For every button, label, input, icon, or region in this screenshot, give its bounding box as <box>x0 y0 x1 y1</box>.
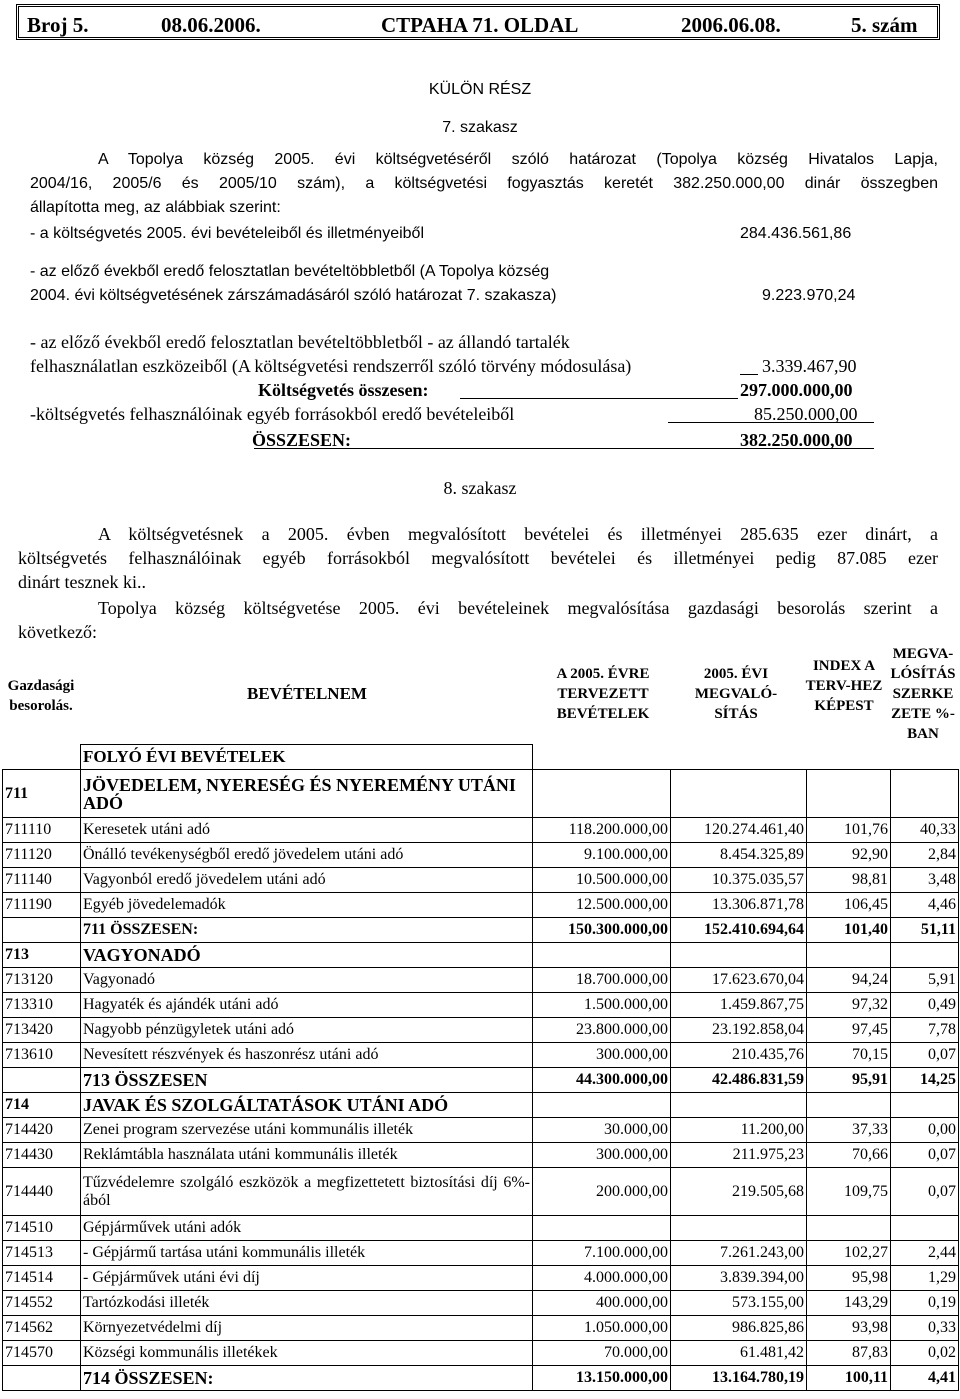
table-row: 711140 Vagyonból eredő jövedelem utáni adó 10.500.000,00 10.375.035,57 98,81 3,48 <box>3 868 959 893</box>
table-row: 714562 Környezetvédelmi díj 1.050.000,00 986.825,86 93,98 0,33 <box>3 1316 959 1341</box>
table-row: 711 JÖVEDELEM, NYERESÉG ÉS NYEREMÉNY UTÁNI ADÓ <box>3 770 959 818</box>
s7-total-underline <box>460 398 738 399</box>
revenue-rows <box>2 744 959 1391</box>
s7-total-value: 297.000.000,00 <box>740 380 853 400</box>
s7-other-value: 85.250.000,00 <box>754 404 858 424</box>
table-row: 714510 Gépjárművek utáni adók <box>3 1216 959 1241</box>
table-row: 711110 Keresetek utáni adó 118.200.000,00 120.274.461,40 101,76 40,33 <box>3 818 959 843</box>
s7-item3-line1: - az előző évekből eredő felosztatlan bevételtöbbletből - az állandó tartalék <box>30 332 570 352</box>
s8-para1-line3: dinárt tesznek ki.. <box>18 572 146 592</box>
s7-para-line1: A Topolya község 2005. évi költségvetéséről szóló határozat (Topolya község Hivatalos Lapja, <box>98 151 938 168</box>
s7-item1-value: 284.436.561,86 <box>740 225 852 242</box>
table-row: 713120 Vagyonadó 18.700.000,00 17.623.670,04 94,24 5,91 <box>3 968 959 993</box>
col-header-realized: 2005. ÉVI MEGVALÓ-SÍTÁS <box>694 666 778 722</box>
col-header-code: Gazdasági besorolás. <box>7 678 75 714</box>
s7-item3-line2: felhasználatlan eszközeiből (A költségvetési rendszerről szóló törvény módosulása) <box>30 356 632 376</box>
s7-para-line2: 2004/16, 2005/6 és 2005/10 szám), a költségvetési fogyasztás keretét 382.250.000,00 dinár összegben <box>30 175 938 192</box>
s7-item2-line2: 2004. évi költségvetésének zárszámadásáról szóló határozat 7. szakasza) <box>30 287 557 304</box>
s7-item2-value: 9.223.970,24 <box>762 287 856 304</box>
s8-para1-line1: A költségvetésnek a 2005. évben megvalósított bevételei és illetményei 285.635 ezer dinárt, a <box>98 524 938 544</box>
section-title: KÜLÖN RÉSZ <box>428 81 532 98</box>
table-row: 714420 Zenei program szervezése utáni kommunális illeték 30.000,00 11.200,00 37,33 0,00 <box>3 1118 959 1143</box>
table-row: 714440 Tűzvédelemre szolgáló eszközök a megfizettetett biztosítási díj 6%-ából 200.000,00 219.505,68 109,75 0,07 <box>3 1168 959 1216</box>
col-header-index: INDEX A TERV-HEZ KÉPEST <box>805 658 883 714</box>
s7-grand-value: 382.250.000,00 <box>740 430 853 450</box>
table-row: 714513 - Gépjármű tartása utáni kommunális illeték 7.100.000,00 7.261.243,00 102,27 2,44 <box>3 1241 959 1266</box>
s7-other-text: -költségvetés felhasználóinak egyéb forrásokból eredő bevételeiből <box>30 404 515 424</box>
table-row: 714570 Községi kommunális illetékek 70.000,00 61.481,42 87,83 0,02 <box>3 1341 959 1366</box>
table-row-subtotal: 713 ÖSSZESEN 44.300.000,00 42.486.831,59 95,91 14,25 <box>3 1068 959 1093</box>
table-row: 713310 Hagyaték és ajándék utáni adó 1.500.000,00 1.459.867,75 97,32 0,49 <box>3 993 959 1018</box>
s8-title: 8. szakasz <box>443 478 517 498</box>
issue-date-hungarian: 2006.06.08. <box>681 13 781 37</box>
issue-number: Broj 5. <box>27 13 89 37</box>
table-row: 711190 Egyéb jövedelemadók 12.500.000,00 13.306.871,78 106,45 4,46 <box>3 893 959 918</box>
col-header-name: BEVÉTELNEM <box>247 684 367 703</box>
s7-title: 7. szakasz <box>442 119 518 136</box>
issue-szam: 5. szám <box>851 13 918 37</box>
table-row-subtotal: 714 ÖSSZESEN: 13.150.000,00 13.164.780,19 100,11 4,41 <box>3 1366 959 1391</box>
table-row: 714 JAVAK ÉS SZOLGÁLTATÁSOK UTÁNI ADÓ <box>3 1093 959 1118</box>
issue-date-serbian: 08.06.2006. <box>161 13 261 37</box>
s7-grand-label: ÖSSZESEN: <box>252 430 352 450</box>
s7-item3-underline <box>740 374 758 375</box>
page-label: CTPAHA 71. OLDAL <box>381 13 579 37</box>
table-row: 711120 Önálló tevékenységből eredő jövedelem utáni adó 9.100.000,00 8.454.325,89 92,90 2,84 <box>3 843 959 868</box>
s7-item1-text: - a költségvetés 2005. évi bevételeiből és illetményeiből <box>30 225 425 242</box>
table-row: 714430 Reklámtábla használata utáni kommunális illeték 300.000,00 211.975,23 70,66 0,07 <box>3 1143 959 1168</box>
s7-item2-line1: - az előző évekből eredő felosztatlan bevételtöbbletből (A Topolya község <box>30 263 550 280</box>
table-row-subtotal: 711 ÖSSZESEN: 150.300.000,00 152.410.694,64 101,40 51,11 <box>3 918 959 943</box>
col-header-share: MEGVA-LÓSÍTÁS SZERKE ZETE %-BAN <box>890 646 956 742</box>
s7-para-line3: állapította meg, az alábbiak szerint: <box>30 199 281 216</box>
s8-para2-line1: Topolya község költségvetése 2005. évi bevételeinek megvalósítása gazdasági besorolás szerint a <box>98 598 938 618</box>
col-header-planned: A 2005. ÉVRE TERVEZETT BEVÉTELEK <box>556 666 650 722</box>
current-revenues-label: FOLYÓ ÉVI BEVÉTELEK <box>81 745 533 770</box>
s7-total-label: Költségvetés összesen: <box>258 380 429 400</box>
table-row: 713420 Nagyobb pénzügyletek utáni adó 23.800.000,00 23.192.858,04 97,45 7,78 <box>3 1018 959 1043</box>
table-row: 713 VAGYONADÓ <box>3 943 959 968</box>
page-header <box>16 4 940 40</box>
s8-para1-line2: költségvetés felhasználóinak egyéb forrásokból megvalósított bevételei és illetményei pedig 87.085 ezer <box>18 548 938 568</box>
table-row: 713610 Nevesített részvények és haszonrész utáni adó 300.000,00 210.435,76 70,15 0,07 <box>3 1043 959 1068</box>
table-row: 714514 - Gépjárművek utáni évi díj 4.000.000,00 3.839.394,00 95,98 1,29 <box>3 1266 959 1291</box>
s7-item3-value: 3.339.467,90 <box>762 356 857 376</box>
table-row: 714552 Tartózkodási illeték 400.000,00 573.155,00 143,29 0,19 <box>3 1291 959 1316</box>
s8-para2-line2: következő: <box>18 622 97 642</box>
